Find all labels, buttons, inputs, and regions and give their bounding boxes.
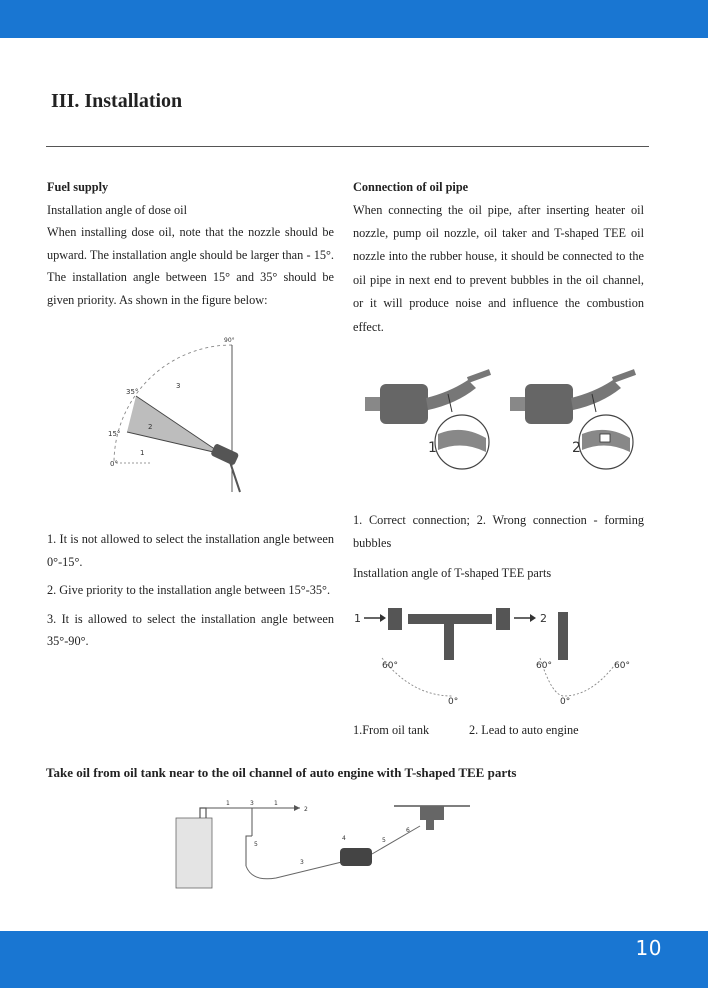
oil-pipe-section <box>353 176 644 339</box>
correct-connection-figure <box>365 372 490 469</box>
diagram-label-3: 3 <box>250 800 254 807</box>
diagram-label-4: 4 <box>342 835 346 842</box>
burner-body <box>210 443 239 466</box>
engine-tee <box>420 806 444 820</box>
tee-angle-diagram <box>352 596 652 708</box>
note-item: 2. Give priority to the installation angle between 15°-35°. <box>47 583 331 598</box>
note-item: 3. It is allowed to select the installation angle between 35°-90°. <box>47 611 334 649</box>
tee-label-1: 1 <box>354 612 361 625</box>
fuel-supply-body: When installing dose oil, note that the nozzle should be upward. The installation angle should be larger than - 15°. The installation angle between 15° and 35° should be given priority. As shown in the figure below: <box>47 225 334 307</box>
zone-2-label: 2 <box>148 423 153 431</box>
zone-1-label: 1 <box>140 449 145 457</box>
angle-arc <box>114 345 232 463</box>
tee-right-0-label: 0° <box>560 697 571 707</box>
tee-caption-to-engine: 2. Lead to auto engine <box>469 723 579 737</box>
tee-left-0-label: 0° <box>448 697 459 707</box>
angle-35-label: 35° <box>126 388 139 396</box>
tee-caption-from-tank: 1.From oil tank <box>353 723 430 737</box>
zone-3-label: 3 <box>176 382 181 390</box>
fuel-pump <box>340 848 372 866</box>
tee-angle-heading: Installation angle of T-shaped TEE parts <box>353 566 552 580</box>
diagram-label-3b: 3 <box>300 859 304 866</box>
diagram-label-2: 2 <box>304 806 308 813</box>
tee-mid-60-label: 60° <box>536 661 552 671</box>
oil-pipe-heading: Connection of oil pipe <box>353 180 469 194</box>
wrong-label: 2 <box>572 440 581 456</box>
pipe-connection-caption: 1. Correct connection; 2. Wrong connection - forming bubbles <box>353 513 644 550</box>
diagram-label-1b: 1 <box>274 800 278 807</box>
dose-oil-angle-diagram <box>100 332 260 502</box>
tee-right-60-label: 60° <box>614 661 630 671</box>
pipe-connection-diagram <box>360 362 650 492</box>
oil-tank-connection-diagram <box>170 796 480 906</box>
diagram-label-6: 6 <box>406 827 410 834</box>
note-item: 1. It is not allowed to select the installation angle between 0°-15°. <box>47 532 334 569</box>
title-divider <box>46 146 649 147</box>
fuel-supply-heading: Fuel supply <box>47 180 109 194</box>
wrong-connection-figure <box>510 372 635 469</box>
diagram-label-5a: 5 <box>254 841 258 848</box>
diagram-label-5b: 5 <box>382 837 386 844</box>
bottom-section-heading: Take oil from oil tank near to the oil channel of auto engine with T-shaped TEE parts <box>46 765 517 780</box>
installation-angle-notes <box>47 528 334 653</box>
header-bar <box>0 0 708 38</box>
angle-0-label: 0° <box>110 460 118 468</box>
correct-label: 1 <box>428 440 437 456</box>
angle-15-label: 15° <box>108 430 121 438</box>
tee-label-2: 2 <box>540 612 547 625</box>
tee-left-60-label: 60° <box>382 661 398 671</box>
fuel-supply-section <box>47 176 334 312</box>
angle-90-label: 90° <box>224 337 235 344</box>
footer-bar <box>0 931 708 988</box>
preferred-angle-zone <box>127 396 222 454</box>
oil-tank <box>176 818 212 888</box>
oil-pipe-body: When connecting the oil pipe, after inserting heater oil nozzle, pump oil nozzle, oil taker and T-shaped TEE oil nozzle into the rubber house, it should be connected to the oil pipe in next end to prevent bubbles in the oil channel, or it will produce noise and influence the combustion effect. <box>353 202 644 334</box>
page-title: III. Installation <box>51 90 183 112</box>
fuel-supply-subheading: Installation angle of dose oil <box>47 202 188 217</box>
diagram-label-1a: 1 <box>226 800 230 807</box>
page-number: 10 <box>635 936 662 960</box>
